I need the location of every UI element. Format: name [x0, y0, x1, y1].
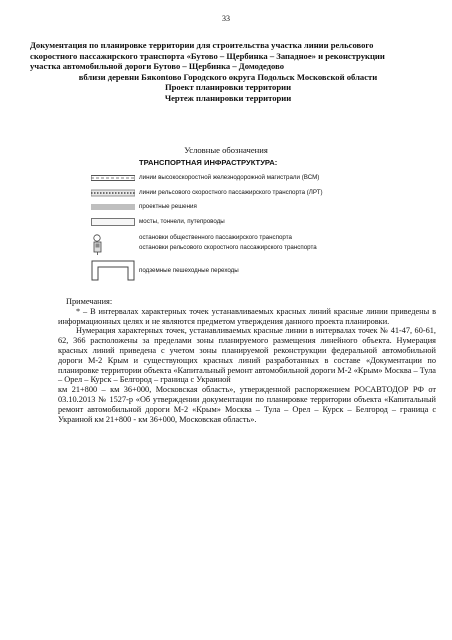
legend-label: линии высокоскоростной железнодорожной магистрали (ВСМ) [139, 173, 320, 181]
legend-item [91, 186, 323, 198]
legend-item [91, 215, 225, 227]
lrt-line-icon [91, 186, 135, 198]
legend-label: остановки общественного пассажирского транспорта [139, 233, 292, 241]
legend-label: линии рельсового скоростного пассажирского транспорта (ЛРТ) [139, 188, 323, 196]
legend-heading: Условные обозначения [184, 145, 268, 155]
title-line: Документация по планировке территории для строительства участка линии рельсового [30, 40, 374, 50]
title-line: скоростного пассажирского транспорта «Бутово – Щербинка – Западное» и реконструкции [30, 50, 385, 61]
bridge-tunnel-icon [91, 215, 135, 227]
title-line: Проект планировки территории [164, 82, 292, 93]
title-line: Чертеж планировки территории [164, 92, 292, 103]
legend-label: остановки рельсового скоростного пассажирского транспорта [139, 243, 317, 251]
title-line: участка автомобильной дороги Бутово – Щербинка – Домодедово [30, 61, 284, 72]
project-solution-icon [91, 200, 135, 212]
legend-label: проектные решения [139, 202, 197, 210]
legend-item [91, 258, 239, 282]
legend-label: подземные пешеходные переходы [139, 266, 239, 274]
notes-paragraph: км 21+800 – км 36+000, Московская область», утвержденной распоряжением РОСАВТОДОР РФ от 03.10.2013 № 1527-р «Об утверждении документации по планировке территории объекта «Капитальный ремонт автомобильной дороги М-2 «Крым» Москва – Тула – Орел – Курск – Белгород – граница с Украиной км 21+800 - км 36+000, Московская область». [58, 385, 436, 424]
legend-item [91, 200, 197, 212]
hsr-line-icon [91, 171, 135, 183]
rail-transport-stop-icon [91, 236, 135, 258]
document-title [30, 40, 426, 104]
notes-paragraph: * – В интервалах характерных точек устанавливаемых красных линий красные линии приведены в информационных целях и не являются предметом утверждения данного проекта планировки. [58, 306, 436, 326]
notes [58, 297, 436, 424]
legend-category: ТРАНСПОРТНАЯ ИНФРАСТРУКТУРА: [139, 158, 278, 167]
notes-paragraph: Нумерация характерных точек, устанавливаемых красные линии в интервалах точек № 41-47, 60-61, 62, 366 расположены за пределами зоны планируемого размещения линейного объекта. Нумерация красных линий приведена с учетом зоны планируемой реконструкции федеральной автомобильной дороги М-2 Крым и существующих красных линий разработанных в составе «Документации по планировке территории объекта «Капитальный ремонт автомобильной дороги М-2 «Крым» Москва – Тула – Орел – Курск – Белгород – граница с Украиной [58, 326, 436, 385]
legend-label: мосты, тоннели, путепроводы [139, 217, 225, 225]
underground-crossing-icon [91, 258, 135, 282]
title-line: вблизи деревни Бякontово Городского округа Подольск Московской области [78, 71, 378, 82]
notes-caption: Примечания: [66, 297, 113, 306]
legend-item [91, 171, 319, 183]
legend-item [91, 233, 317, 258]
page-number: 33 [222, 14, 230, 23]
